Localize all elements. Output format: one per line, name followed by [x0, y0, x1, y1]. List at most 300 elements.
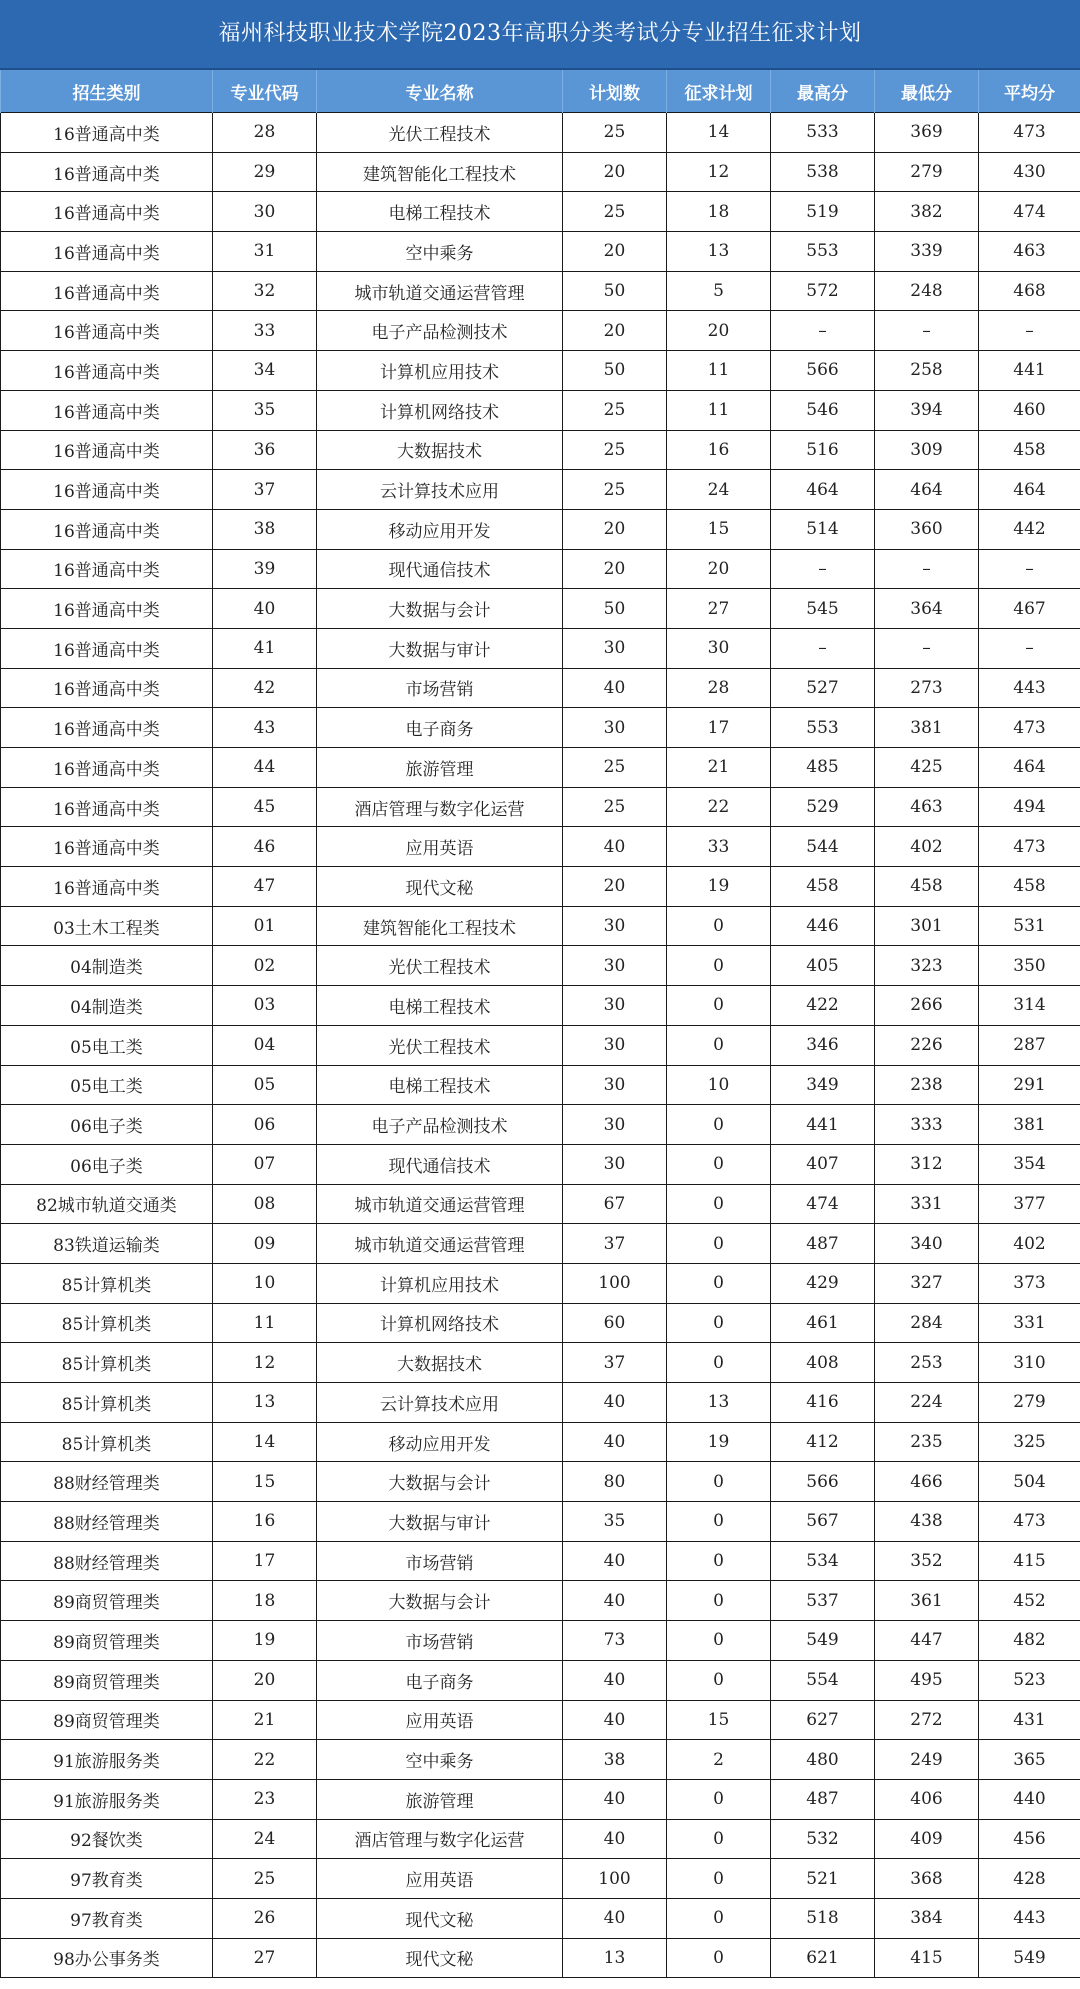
cell-major-name: 市场营销 [317, 668, 563, 708]
cell-category: 06电子类 [1, 1144, 213, 1184]
cell-max-score: 464 [771, 470, 875, 510]
cell-major-code: 01 [213, 906, 317, 946]
cell-min-score: 309 [875, 430, 979, 470]
cell-avg-score: 440 [979, 1779, 1080, 1819]
cell-plan-count: 40 [563, 1700, 667, 1740]
cell-max-score: 519 [771, 192, 875, 232]
cell-plan-count: 40 [563, 668, 667, 708]
table-row [1, 827, 1080, 867]
cell-major-code: 36 [213, 430, 317, 470]
cell-min-score: 364 [875, 589, 979, 629]
cell-plan-count: 40 [563, 1898, 667, 1938]
cell-max-score: 566 [771, 1462, 875, 1502]
table-row [1, 1660, 1080, 1700]
cell-category: 16普通高中类 [1, 390, 213, 430]
cell-avg-score: 442 [979, 509, 1080, 549]
cell-max-score: 566 [771, 351, 875, 391]
cell-max-score: 621 [771, 1938, 875, 1978]
cell-supplementary-plan: 15 [667, 1700, 771, 1740]
cell-supplementary-plan: 0 [667, 1502, 771, 1542]
cell-max-score: – [771, 628, 875, 668]
cell-major-code: 42 [213, 668, 317, 708]
cell-plan-count: 20 [563, 509, 667, 549]
cell-max-score: 527 [771, 668, 875, 708]
cell-category: 89商贸管理类 [1, 1660, 213, 1700]
cell-category: 16普通高中类 [1, 113, 213, 153]
cell-plan-count: 30 [563, 906, 667, 946]
cell-min-score: 331 [875, 1184, 979, 1224]
table-row [1, 867, 1080, 907]
cell-avg-score: 365 [979, 1740, 1080, 1780]
cell-avg-score: 415 [979, 1541, 1080, 1581]
cell-min-score: 406 [875, 1779, 979, 1819]
table-row [1, 1938, 1080, 1978]
cell-supplementary-plan: 19 [667, 867, 771, 907]
cell-plan-count: 30 [563, 708, 667, 748]
cell-plan-count: 37 [563, 1224, 667, 1264]
cell-avg-score: – [979, 549, 1080, 589]
cell-major-name: 光伏工程技术 [317, 946, 563, 986]
cell-major-code: 22 [213, 1740, 317, 1780]
cell-major-code: 24 [213, 1819, 317, 1859]
table-row [1, 1502, 1080, 1542]
cell-major-code: 09 [213, 1224, 317, 1264]
cell-supplementary-plan: 30 [667, 628, 771, 668]
cell-avg-score: 504 [979, 1462, 1080, 1502]
cell-major-code: 38 [213, 509, 317, 549]
cell-avg-score: 377 [979, 1184, 1080, 1224]
cell-major-code: 41 [213, 628, 317, 668]
cell-avg-score: 443 [979, 668, 1080, 708]
table-row [1, 906, 1080, 946]
cell-plan-count: 25 [563, 192, 667, 232]
cell-max-score: 416 [771, 1383, 875, 1423]
cell-min-score: 495 [875, 1660, 979, 1700]
cell-supplementary-plan: 0 [667, 946, 771, 986]
cell-supplementary-plan: 0 [667, 1462, 771, 1502]
cell-avg-score: 431 [979, 1700, 1080, 1740]
cell-max-score: 534 [771, 1541, 875, 1581]
cell-min-score: 381 [875, 708, 979, 748]
cell-supplementary-plan: 27 [667, 589, 771, 629]
cell-avg-score: 428 [979, 1859, 1080, 1899]
cell-supplementary-plan: 0 [667, 1779, 771, 1819]
cell-supplementary-plan: 0 [667, 1105, 771, 1145]
cell-major-code: 30 [213, 192, 317, 232]
cell-max-score: 518 [771, 1898, 875, 1938]
cell-avg-score: 460 [979, 390, 1080, 430]
cell-plan-count: 50 [563, 271, 667, 311]
cell-max-score: 458 [771, 867, 875, 907]
cell-supplementary-plan: 0 [667, 1898, 771, 1938]
table-row [1, 430, 1080, 470]
cell-major-name: 城市轨道交通运营管理 [317, 271, 563, 311]
cell-category: 89商贸管理类 [1, 1581, 213, 1621]
cell-category: 16普通高中类 [1, 589, 213, 629]
cell-max-score: 441 [771, 1105, 875, 1145]
cell-avg-score: 402 [979, 1224, 1080, 1264]
cell-supplementary-plan: 33 [667, 827, 771, 867]
cell-major-code: 26 [213, 1898, 317, 1938]
cell-avg-score: 523 [979, 1660, 1080, 1700]
cell-min-score: 463 [875, 787, 979, 827]
cell-avg-score: 473 [979, 827, 1080, 867]
cell-max-score: 554 [771, 1660, 875, 1700]
cell-plan-count: 50 [563, 589, 667, 629]
cell-min-score: 458 [875, 867, 979, 907]
cell-min-score: 464 [875, 470, 979, 510]
cell-min-score: 249 [875, 1740, 979, 1780]
cell-plan-count: 30 [563, 1144, 667, 1184]
cell-supplementary-plan: 24 [667, 470, 771, 510]
cell-avg-score: 373 [979, 1263, 1080, 1303]
cell-major-code: 33 [213, 311, 317, 351]
cell-major-code: 18 [213, 1581, 317, 1621]
cell-avg-score: 458 [979, 867, 1080, 907]
cell-major-code: 11 [213, 1303, 317, 1343]
cell-category: 82城市轨道交通类 [1, 1184, 213, 1224]
cell-max-score: 446 [771, 906, 875, 946]
cell-category: 16普通高中类 [1, 549, 213, 589]
cell-avg-score: 443 [979, 1898, 1080, 1938]
table-row [1, 1105, 1080, 1145]
cell-supplementary-plan: 0 [667, 1660, 771, 1700]
cell-category: 89商贸管理类 [1, 1621, 213, 1661]
cell-supplementary-plan: 0 [667, 906, 771, 946]
cell-min-score: 312 [875, 1144, 979, 1184]
cell-category: 83铁道运输类 [1, 1224, 213, 1264]
cell-plan-count: 40 [563, 1581, 667, 1621]
cell-supplementary-plan: 0 [667, 1025, 771, 1065]
cell-plan-count: 20 [563, 311, 667, 351]
cell-major-code: 28 [213, 113, 317, 153]
cell-plan-count: 40 [563, 1422, 667, 1462]
cell-category: 85计算机类 [1, 1263, 213, 1303]
table-row [1, 589, 1080, 629]
cell-max-score: 572 [771, 271, 875, 311]
cell-min-score: 279 [875, 152, 979, 192]
cell-major-name: 市场营销 [317, 1541, 563, 1581]
cell-category: 05电工类 [1, 1065, 213, 1105]
cell-min-score: 248 [875, 271, 979, 311]
cell-major-name: 大数据技术 [317, 430, 563, 470]
cell-supplementary-plan: 0 [667, 1263, 771, 1303]
cell-avg-score: 287 [979, 1025, 1080, 1065]
table-row [1, 1065, 1080, 1105]
cell-avg-score: 325 [979, 1422, 1080, 1462]
cell-plan-count: 40 [563, 1541, 667, 1581]
cell-plan-count: 30 [563, 1025, 667, 1065]
cell-max-score: 514 [771, 509, 875, 549]
cell-plan-count: 20 [563, 232, 667, 272]
cell-major-code: 34 [213, 351, 317, 391]
cell-category: 05电工类 [1, 1025, 213, 1065]
cell-major-name: 酒店管理与数字化运营 [317, 787, 563, 827]
cell-max-score: 516 [771, 430, 875, 470]
cell-max-score: 412 [771, 1422, 875, 1462]
cell-min-score: 382 [875, 192, 979, 232]
cell-major-name: 现代文秘 [317, 1938, 563, 1978]
cell-min-score: – [875, 549, 979, 589]
cell-avg-score: 464 [979, 748, 1080, 788]
cell-max-score: 521 [771, 1859, 875, 1899]
cell-supplementary-plan: 20 [667, 311, 771, 351]
table-row [1, 787, 1080, 827]
cell-avg-score: 291 [979, 1065, 1080, 1105]
cell-category: 85计算机类 [1, 1383, 213, 1423]
table-row [1, 152, 1080, 192]
cell-avg-score: 456 [979, 1819, 1080, 1859]
cell-major-code: 29 [213, 152, 317, 192]
cell-max-score: 538 [771, 152, 875, 192]
table-row [1, 1224, 1080, 1264]
cell-min-score: 266 [875, 986, 979, 1026]
cell-category: 16普通高中类 [1, 509, 213, 549]
cell-category: 16普通高中类 [1, 470, 213, 510]
cell-min-score: 409 [875, 1819, 979, 1859]
cell-supplementary-plan: 0 [667, 1938, 771, 1978]
cell-min-score: 273 [875, 668, 979, 708]
cell-min-score: 339 [875, 232, 979, 272]
cell-major-name: 现代通信技术 [317, 1144, 563, 1184]
cell-category: 06电子类 [1, 1105, 213, 1145]
cell-major-code: 35 [213, 390, 317, 430]
table-row [1, 113, 1080, 153]
cell-major-code: 44 [213, 748, 317, 788]
cell-min-score: 323 [875, 946, 979, 986]
table-row [1, 1581, 1080, 1621]
cell-max-score: – [771, 549, 875, 589]
cell-max-score: 487 [771, 1779, 875, 1819]
table-row [1, 986, 1080, 1026]
cell-major-code: 43 [213, 708, 317, 748]
cell-major-name: 现代文秘 [317, 867, 563, 907]
cell-category: 16普通高中类 [1, 827, 213, 867]
cell-avg-score: 549 [979, 1938, 1080, 1978]
cell-major-name: 市场营销 [317, 1621, 563, 1661]
cell-avg-score: 441 [979, 351, 1080, 391]
cell-category: 97教育类 [1, 1898, 213, 1938]
cell-category: 88财经管理类 [1, 1541, 213, 1581]
table-row [1, 1303, 1080, 1343]
cell-plan-count: 30 [563, 946, 667, 986]
cell-min-score: 238 [875, 1065, 979, 1105]
cell-major-code: 47 [213, 867, 317, 907]
cell-major-name: 移动应用开发 [317, 1422, 563, 1462]
cell-category: 04制造类 [1, 946, 213, 986]
cell-min-score: 394 [875, 390, 979, 430]
cell-major-name: 电子产品检测技术 [317, 311, 563, 351]
cell-avg-score: 531 [979, 906, 1080, 946]
cell-supplementary-plan: 0 [667, 1819, 771, 1859]
cell-major-code: 16 [213, 1502, 317, 1542]
cell-avg-score: 354 [979, 1144, 1080, 1184]
cell-major-code: 27 [213, 1938, 317, 1978]
cell-plan-count: 25 [563, 787, 667, 827]
table-row [1, 708, 1080, 748]
cell-major-code: 23 [213, 1779, 317, 1819]
cell-category: 03土木工程类 [1, 906, 213, 946]
cell-max-score: 567 [771, 1502, 875, 1542]
cell-min-score: 301 [875, 906, 979, 946]
cell-category: 85计算机类 [1, 1343, 213, 1383]
header-major-name: 专业名称 [317, 70, 563, 113]
cell-major-name: 空中乘务 [317, 232, 563, 272]
cell-max-score: 405 [771, 946, 875, 986]
cell-supplementary-plan: 20 [667, 549, 771, 589]
cell-plan-count: 60 [563, 1303, 667, 1343]
cell-major-code: 14 [213, 1422, 317, 1462]
cell-major-name: 空中乘务 [317, 1740, 563, 1780]
cell-plan-count: 50 [563, 351, 667, 391]
cell-avg-score: – [979, 311, 1080, 351]
cell-major-code: 08 [213, 1184, 317, 1224]
cell-supplementary-plan: 18 [667, 192, 771, 232]
cell-max-score: 545 [771, 589, 875, 629]
cell-category: 16普通高中类 [1, 271, 213, 311]
cell-major-name: 光伏工程技术 [317, 113, 563, 153]
cell-max-score: 537 [771, 1581, 875, 1621]
cell-min-score: 224 [875, 1383, 979, 1423]
cell-major-code: 20 [213, 1660, 317, 1700]
cell-supplementary-plan: 0 [667, 1859, 771, 1899]
table-row [1, 628, 1080, 668]
cell-min-score: 368 [875, 1859, 979, 1899]
cell-supplementary-plan: 0 [667, 1184, 771, 1224]
cell-max-score: 429 [771, 1263, 875, 1303]
cell-supplementary-plan: 13 [667, 232, 771, 272]
table-row [1, 748, 1080, 788]
table-row [1, 311, 1080, 351]
cell-max-score: 487 [771, 1224, 875, 1264]
cell-avg-score: 381 [979, 1105, 1080, 1145]
cell-major-name: 旅游管理 [317, 1779, 563, 1819]
cell-major-name: 电子商务 [317, 708, 563, 748]
cell-supplementary-plan: 11 [667, 351, 771, 391]
cell-major-code: 07 [213, 1144, 317, 1184]
cell-supplementary-plan: 0 [667, 986, 771, 1026]
cell-avg-score: 464 [979, 470, 1080, 510]
table-row [1, 1184, 1080, 1224]
cell-major-name: 电梯工程技术 [317, 1065, 563, 1105]
cell-avg-score: 279 [979, 1383, 1080, 1423]
cell-min-score: 333 [875, 1105, 979, 1145]
cell-max-score: 553 [771, 232, 875, 272]
cell-plan-count: 40 [563, 1660, 667, 1700]
cell-supplementary-plan: 10 [667, 1065, 771, 1105]
cell-major-code: 15 [213, 1462, 317, 1502]
cell-plan-count: 25 [563, 390, 667, 430]
cell-category: 16普通高中类 [1, 351, 213, 391]
table-row [1, 1462, 1080, 1502]
cell-avg-score: 463 [979, 232, 1080, 272]
table-row [1, 192, 1080, 232]
cell-major-name: 现代通信技术 [317, 549, 563, 589]
cell-category: 16普通高中类 [1, 311, 213, 351]
cell-category: 16普通高中类 [1, 192, 213, 232]
cell-category: 88财经管理类 [1, 1502, 213, 1542]
cell-major-name: 计算机应用技术 [317, 1263, 563, 1303]
cell-major-name: 建筑智能化工程技术 [317, 906, 563, 946]
table-row [1, 1144, 1080, 1184]
cell-supplementary-plan: 0 [667, 1343, 771, 1383]
cell-plan-count: 30 [563, 1065, 667, 1105]
table-row [1, 549, 1080, 589]
cell-major-name: 应用英语 [317, 1700, 563, 1740]
cell-major-code: 02 [213, 946, 317, 986]
cell-plan-count: 25 [563, 113, 667, 153]
cell-major-name: 建筑智能化工程技术 [317, 152, 563, 192]
cell-major-code: 37 [213, 470, 317, 510]
cell-category: 16普通高中类 [1, 708, 213, 748]
cell-avg-score: 310 [979, 1343, 1080, 1383]
cell-max-score: 549 [771, 1621, 875, 1661]
cell-max-score: 474 [771, 1184, 875, 1224]
header-min-score: 最低分 [875, 70, 979, 113]
cell-supplementary-plan: 21 [667, 748, 771, 788]
cell-max-score: 544 [771, 827, 875, 867]
cell-plan-count: 40 [563, 827, 667, 867]
cell-supplementary-plan: 16 [667, 430, 771, 470]
cell-min-score: – [875, 311, 979, 351]
table-row [1, 470, 1080, 510]
cell-major-code: 25 [213, 1859, 317, 1899]
cell-major-name: 应用英语 [317, 827, 563, 867]
cell-supplementary-plan: 28 [667, 668, 771, 708]
cell-major-name: 计算机网络技术 [317, 390, 563, 430]
cell-avg-score: 474 [979, 192, 1080, 232]
cell-supplementary-plan: 11 [667, 390, 771, 430]
table-row [1, 1700, 1080, 1740]
table-row [1, 509, 1080, 549]
table-row [1, 1819, 1080, 1859]
cell-plan-count: 20 [563, 867, 667, 907]
header-category: 招生类别 [1, 70, 213, 113]
table-row [1, 1779, 1080, 1819]
cell-max-score: 532 [771, 1819, 875, 1859]
cell-min-score: 369 [875, 113, 979, 153]
cell-plan-count: 25 [563, 430, 667, 470]
cell-supplementary-plan: 0 [667, 1224, 771, 1264]
cell-avg-score: 467 [979, 589, 1080, 629]
header-avg-score: 平均分 [979, 70, 1080, 113]
cell-avg-score: 482 [979, 1621, 1080, 1661]
cell-plan-count: 25 [563, 470, 667, 510]
cell-avg-score: 430 [979, 152, 1080, 192]
table-row [1, 668, 1080, 708]
cell-max-score: 349 [771, 1065, 875, 1105]
cell-supplementary-plan: 0 [667, 1144, 771, 1184]
cell-major-name: 城市轨道交通运营管理 [317, 1224, 563, 1264]
cell-min-score: 253 [875, 1343, 979, 1383]
cell-avg-score: 350 [979, 946, 1080, 986]
cell-major-code: 19 [213, 1621, 317, 1661]
cell-max-score: 461 [771, 1303, 875, 1343]
header-supplementary-plan: 征求计划 [667, 70, 771, 113]
cell-plan-count: 40 [563, 1819, 667, 1859]
cell-major-name: 云计算技术应用 [317, 1383, 563, 1423]
cell-major-code: 40 [213, 589, 317, 629]
cell-major-name: 旅游管理 [317, 748, 563, 788]
cell-min-score: 415 [875, 1938, 979, 1978]
cell-avg-score: 314 [979, 986, 1080, 1026]
table-row [1, 390, 1080, 430]
cell-supplementary-plan: 5 [667, 271, 771, 311]
table-row [1, 1898, 1080, 1938]
cell-max-score: 407 [771, 1144, 875, 1184]
table-row [1, 1025, 1080, 1065]
cell-major-name: 云计算技术应用 [317, 470, 563, 510]
